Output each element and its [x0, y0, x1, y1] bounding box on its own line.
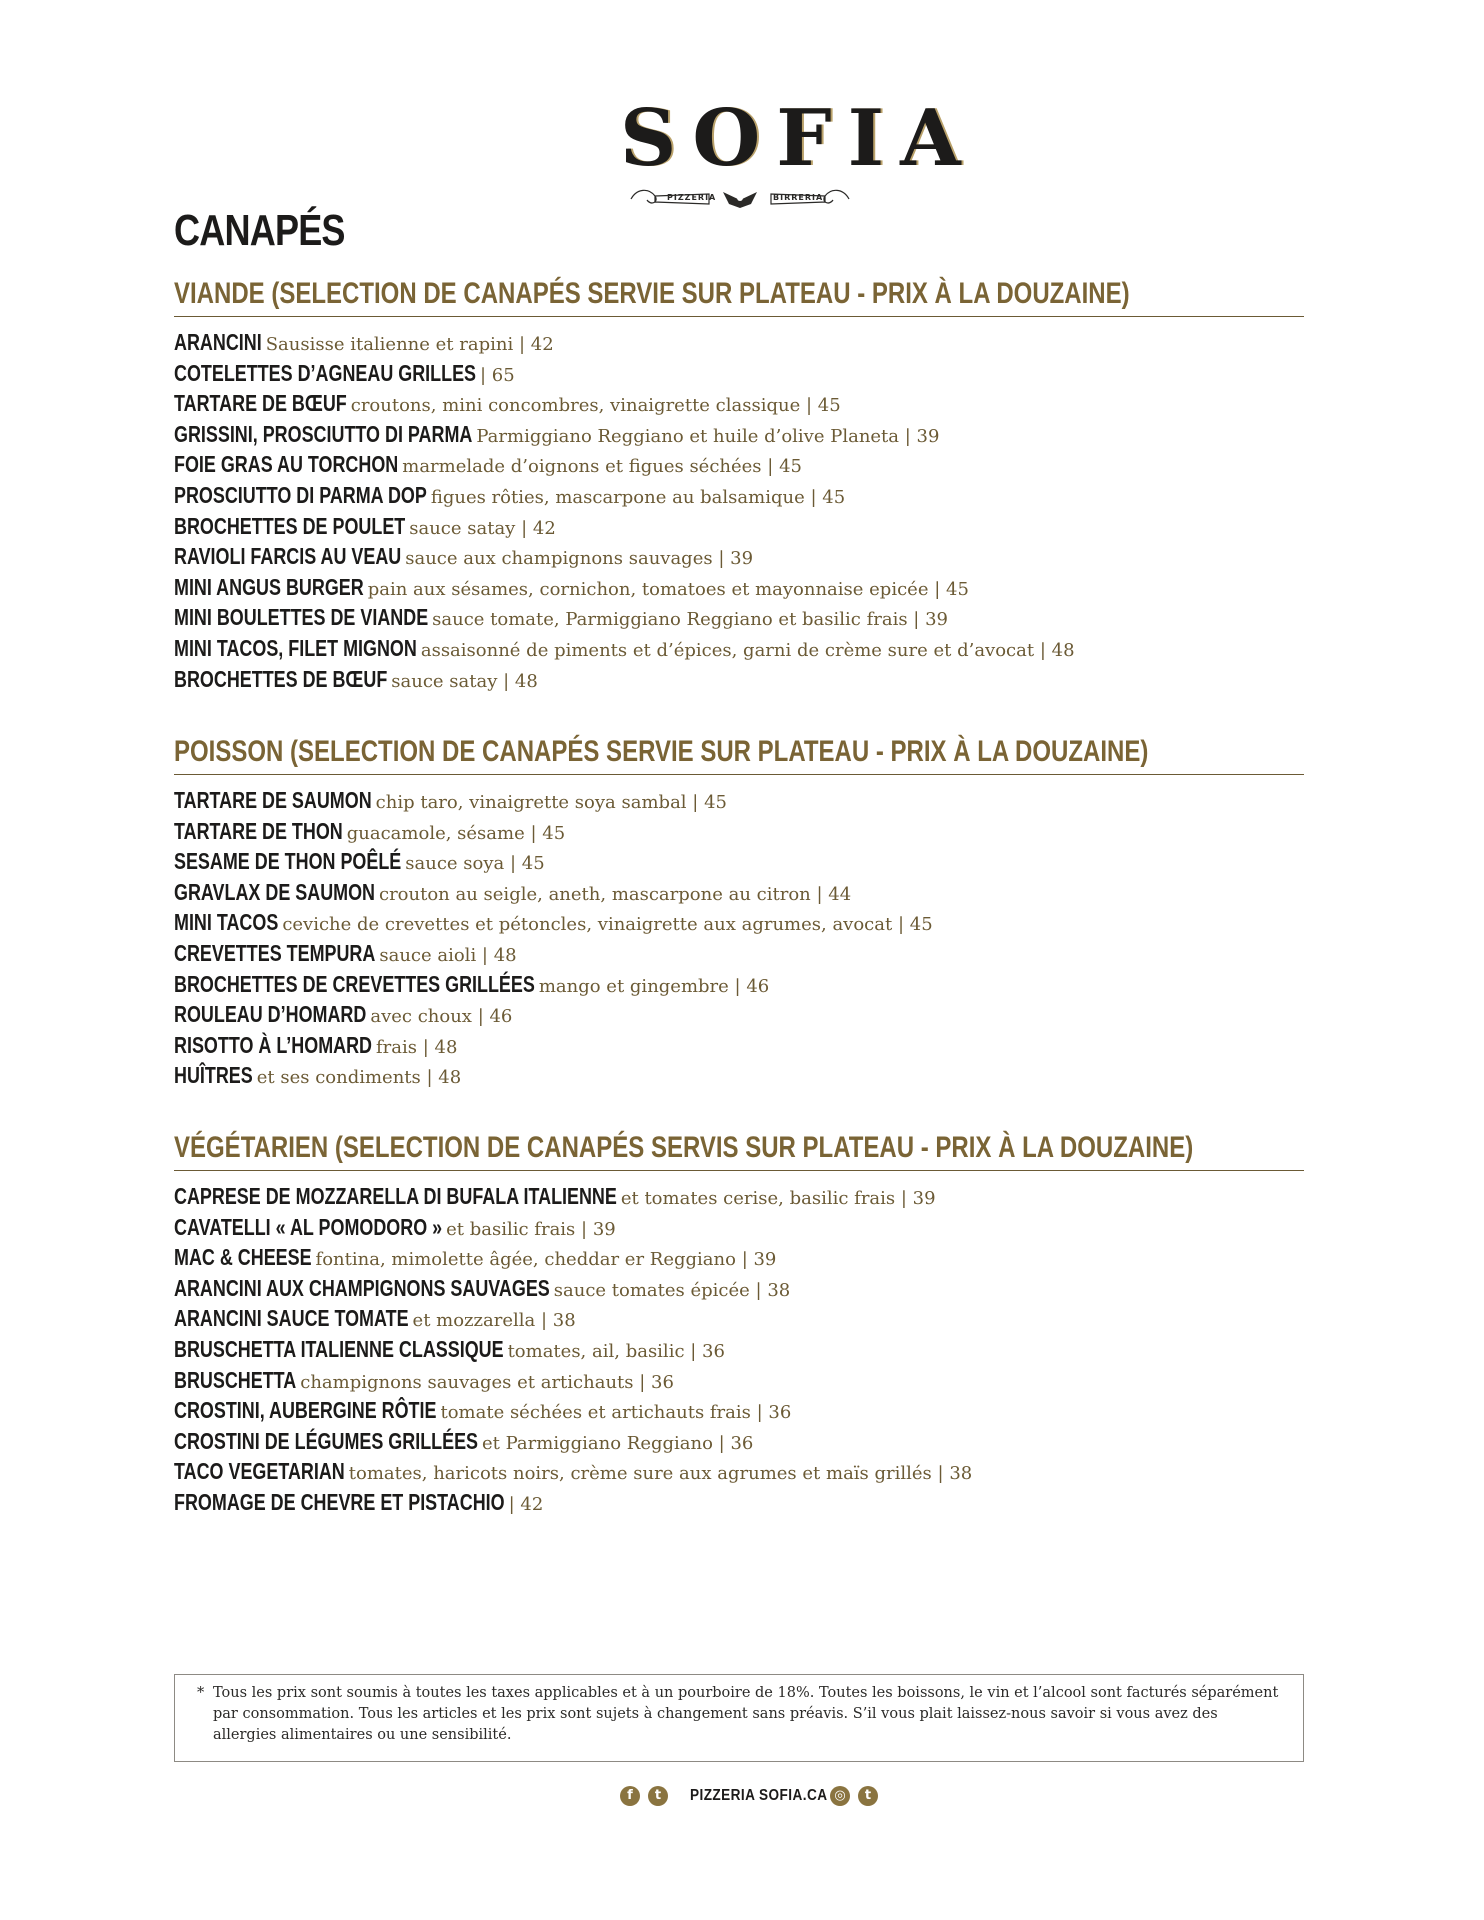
footer	[620, 1784, 880, 1810]
item-name: RISOTTO À L’HOMARD	[174, 1031, 373, 1058]
price-separator: |	[524, 822, 543, 844]
item-description: crouton au seigle, aneth, mascarpone au citron	[379, 883, 811, 905]
section-heading: VIANDE (SELECTION DE CANAPÉS SERVIE SUR PLATEAU - PRIX À LA DOUZAINE)	[174, 277, 1130, 310]
price-separator: |	[712, 548, 731, 570]
item-name: HUÎTRES	[174, 1062, 253, 1089]
item-price: 46	[746, 975, 770, 997]
item-price: 65	[491, 364, 515, 386]
item-name: ARANCINI SAUCE TOMATE	[174, 1305, 409, 1332]
price-separator: |	[417, 1036, 435, 1058]
section-divider	[174, 316, 1304, 317]
menu-item	[174, 1334, 1304, 1365]
section-viande	[174, 276, 1304, 694]
item-name: CREVETTES TEMPURA	[174, 939, 376, 966]
item-price: 45	[909, 914, 933, 936]
website-link[interactable]: PIZZERIA SOFIA.CA	[690, 1787, 828, 1804]
item-price: 46	[489, 1006, 513, 1028]
menu-item	[174, 327, 1304, 358]
item-description: sauce tomate, Parmiggiano Reggiano et basilic frais	[432, 609, 908, 631]
item-price: 39	[753, 1249, 777, 1271]
price-separator: |	[686, 792, 705, 813]
item-description: et ses condiments	[256, 1067, 421, 1089]
item-description: guacamole, sésame	[346, 822, 525, 844]
item-price: 39	[916, 425, 940, 447]
price-separator: |	[895, 1188, 913, 1209]
item-description: ceviche de crevettes et pétoncles, vinaigrette aux agrumes, avocat	[282, 914, 893, 936]
notes-text: Tous les prix sont soumis à toutes les taxes applicables et à un pourboire de 18%. Toutes les boissons, le vin et l’alcool sont facturés séparément par consommation. Tous les articles et les prix sont sujets à changement sans préavis. S’il vous plait laissez-nous savoir si vous avez des allergies alimentaires ou une sensibilité.	[213, 1685, 1279, 1743]
price-separator: |	[712, 1432, 731, 1454]
item-price: 36	[651, 1371, 674, 1393]
item-description: sauce aux champignons sauvages	[405, 548, 713, 570]
price-separator: |	[750, 1402, 769, 1424]
section-vegetarien	[174, 1130, 1304, 1518]
menu-item	[174, 1365, 1304, 1396]
item-description: et basilic frais	[446, 1218, 576, 1240]
price-separator: |	[480, 364, 492, 386]
item-description: figues rôties, mascarpone au balsamique	[430, 486, 805, 508]
item-description: tomates, haricots noirs, crème sure aux agrumes et maïs grillés	[348, 1463, 932, 1485]
item-description: marmelade d’oignons et figues séchées	[402, 456, 762, 478]
item-description: et Parmiggiano Reggiano	[482, 1432, 713, 1454]
menu-item	[174, 785, 1304, 816]
item-description: tomates, ail, basilic	[507, 1340, 685, 1362]
menu-item	[174, 1030, 1304, 1061]
menu-item	[174, 1395, 1304, 1426]
item-description: sauce satay	[409, 517, 516, 539]
item-description: sauce soya	[405, 853, 505, 875]
tumblr-icon[interactable]: t	[858, 1786, 878, 1806]
menu-item	[174, 816, 1304, 847]
menu-item	[174, 633, 1304, 664]
item-description: champignons sauvages et artichauts	[300, 1371, 634, 1393]
twitter-icon[interactable]: t	[648, 1786, 668, 1806]
item-price: 48	[438, 1067, 462, 1089]
price-separator: |	[749, 1279, 768, 1301]
price-separator: |	[810, 883, 829, 905]
section-heading: VÉGÉTARIEN (SELECTION DE CANAPÉS SERVIS SUR PLATEAU - PRIX À LA DOUZAINE)	[174, 1131, 1194, 1164]
item-name: ARANCINI	[174, 329, 262, 355]
item-description: chip taro, vinaigrette soya sambal	[375, 792, 687, 813]
menu-item	[174, 877, 1304, 908]
menu-item	[174, 999, 1304, 1030]
price-separator: |	[931, 1463, 950, 1485]
item-name: BROCHETTES DE POULET	[174, 512, 406, 539]
item-name: BRUSCHETTA	[174, 1366, 297, 1393]
price-separator: |	[633, 1371, 652, 1393]
facebook-icon[interactable]: f	[620, 1786, 640, 1806]
menu-item	[174, 358, 1304, 389]
item-name: ARANCINI AUX CHAMPIGNONS SAUVAGES	[174, 1274, 550, 1301]
item-description: pain aux sésames, cornichon, tomatoes et mayonnaise epicée	[367, 578, 929, 600]
section-heading: POISSON (SELECTION DE CANAPÉS SERVIE SUR PLATEAU - PRIX À LA DOUZAINE)	[174, 735, 1149, 768]
item-price: 42	[532, 517, 556, 539]
item-price: 45	[822, 486, 846, 508]
item-name: ROULEAU D’HOMARD	[174, 1001, 367, 1028]
item-price: 45	[521, 853, 545, 875]
item-list	[174, 785, 1304, 1091]
price-separator: |	[420, 1067, 439, 1089]
menu-item	[174, 1212, 1304, 1243]
item-description: assaisonné de piments et d’épices, garni de crème sure et d’avocat	[420, 639, 1035, 661]
item-name: MINI ANGUS BURGER	[174, 573, 364, 600]
item-price: 39	[925, 609, 948, 631]
section-poisson	[174, 734, 1304, 1091]
item-name: TARTARE DE SAUMON	[174, 787, 372, 813]
menu-item	[174, 419, 1304, 450]
item-description: fontina, mimolette âgée, cheddar er Reggiano	[315, 1249, 736, 1271]
item-name: CROSTINI, AUBERGINE RÔTIE	[174, 1397, 437, 1424]
price-separator: |	[684, 1340, 703, 1362]
item-description: frais	[376, 1036, 417, 1058]
item-price: 38	[552, 1310, 576, 1332]
item-name: BROCHETTES DE CREVETTES GRILLÉES	[174, 970, 535, 997]
item-name: CAPRESE DE MOZZARELLA DI BUFALA ITALIENNE	[174, 1183, 617, 1209]
item-price: 38	[949, 1463, 973, 1485]
item-name: PROSCIUTTO DI PARMA DOP	[174, 481, 427, 508]
item-description: et tomates cerise, basilic frais	[620, 1188, 896, 1209]
notes-box	[174, 1674, 1304, 1762]
item-price: 45	[704, 792, 727, 813]
item-description: avec choux	[370, 1006, 472, 1028]
item-name: RAVIOLI FARCIS AU VEAU	[174, 543, 402, 570]
item-list	[174, 327, 1304, 694]
item-name: MINI TACOS, FILET MIGNON	[174, 634, 417, 661]
price-separator: |	[575, 1218, 593, 1240]
menu-item	[174, 938, 1304, 969]
item-name: CAVATELLI « AL POMODORO »	[174, 1213, 443, 1240]
menu-item	[174, 1060, 1304, 1091]
item-price: 39	[912, 1188, 936, 1209]
menu-item	[174, 1456, 1304, 1487]
item-price: 48	[514, 670, 538, 692]
item-price: 44	[828, 883, 852, 905]
logo-wordmark: SOFIA	[620, 93, 977, 184]
price-separator: |	[513, 334, 531, 355]
price-separator: |	[892, 914, 910, 936]
menu-item	[174, 511, 1304, 542]
menu-item	[174, 907, 1304, 938]
item-name: MINI BOULETTES DE VIANDE	[174, 604, 429, 631]
item-name: TACO VEGETARIAN	[174, 1458, 345, 1485]
item-price: 42	[530, 334, 554, 355]
menu-item	[174, 1426, 1304, 1457]
menu-item	[174, 1273, 1304, 1304]
item-list	[174, 1181, 1304, 1518]
item-name: MINI TACOS	[174, 909, 279, 936]
price-separator: |	[928, 578, 946, 600]
menu-item	[174, 602, 1304, 633]
logo-banner-right: BIRRERIA	[773, 193, 824, 202]
item-name: TARTARE DE BŒUF	[174, 390, 347, 417]
menu-item	[174, 1242, 1304, 1273]
menu-item	[174, 541, 1304, 572]
item-price: 45	[946, 578, 969, 600]
item-price: 38	[767, 1279, 791, 1301]
item-name: BROCHETTES DE BŒUF	[174, 665, 388, 692]
item-name: SESAME DE THON POÊLÉ	[174, 848, 402, 875]
item-description: et mozzarella	[412, 1310, 536, 1332]
item-description: croutons, mini concombres, vinaigrette classique	[350, 395, 801, 417]
menu-item	[174, 480, 1304, 511]
item-price: 45	[817, 395, 841, 417]
item-name: MAC & CHEESE	[174, 1244, 312, 1271]
item-name: CROSTINI DE LÉGUMES GRILLÉES	[174, 1427, 479, 1454]
price-separator: |	[1034, 639, 1052, 661]
item-description: mango et gingembre	[538, 975, 729, 997]
item-price: 45	[542, 822, 566, 844]
menu-item	[174, 572, 1304, 603]
price-separator: |	[497, 670, 515, 692]
item-name: GRISSINI, PROSCIUTTO DI PARMA	[174, 420, 473, 447]
item-description: Parmiggiano Reggiano et huile d’olive Planeta	[476, 425, 900, 447]
price-separator: |	[899, 425, 917, 447]
item-name: FROMAGE DE CHEVRE ET PISTACHIO	[174, 1488, 505, 1515]
item-price: 48	[1051, 639, 1075, 661]
menu-item	[174, 664, 1304, 695]
item-description: sauce tomates épicée	[553, 1279, 750, 1301]
section-divider	[174, 1170, 1304, 1171]
price-separator: |	[476, 944, 494, 966]
price-separator: |	[504, 853, 522, 875]
item-price: 48	[493, 944, 517, 966]
menu-item	[174, 1181, 1304, 1212]
item-description: sauce aioli	[379, 944, 477, 966]
price-separator: |	[907, 609, 926, 631]
price-separator: |	[761, 456, 780, 478]
item-price: 36	[768, 1402, 792, 1424]
price-separator: |	[515, 517, 533, 539]
item-name: TARTARE DE THON	[174, 817, 343, 844]
price-separator: |	[508, 1493, 521, 1515]
item-name: GRAVLAX DE SAUMON	[174, 878, 376, 905]
item-price: 36	[730, 1432, 754, 1454]
item-price: 42	[520, 1493, 544, 1515]
menu-item	[174, 969, 1304, 1000]
item-name: COTELETTES D’AGNEAU GRILLES	[174, 359, 477, 386]
item-description: Sausisse italienne et rapini	[265, 334, 514, 355]
price-separator: |	[735, 1249, 754, 1271]
item-name: FOIE GRAS AU TORCHON	[174, 451, 399, 478]
section-divider	[174, 774, 1304, 775]
menu-item	[174, 449, 1304, 480]
item-price: 39	[592, 1218, 616, 1240]
item-name: BRUSCHETTA ITALIENNE CLASSIQUE	[174, 1335, 504, 1362]
page-title: CANAPÉS	[174, 206, 345, 255]
menu-item	[174, 846, 1304, 877]
notes-marker: *	[197, 1685, 205, 1701]
menu-item	[174, 1487, 1304, 1518]
price-separator: |	[471, 1006, 490, 1028]
instagram-icon[interactable]: ◎	[830, 1786, 850, 1806]
sofia-logo	[620, 93, 977, 218]
logo-banner-left: PIZZERIA	[667, 193, 717, 202]
menu-item	[174, 1303, 1304, 1334]
item-description: sauce satay	[391, 670, 498, 692]
item-price: 45	[779, 456, 802, 478]
item-price: 36	[702, 1340, 725, 1362]
item-description: tomate séchées et artichauts frais	[440, 1402, 751, 1424]
item-price: 39	[730, 548, 754, 570]
menu-item	[174, 388, 1304, 419]
price-separator: |	[728, 975, 747, 997]
logo-banner	[625, 186, 855, 212]
price-separator: |	[800, 395, 818, 417]
item-price: 48	[434, 1036, 458, 1058]
price-separator: |	[804, 486, 823, 508]
price-separator: |	[535, 1310, 553, 1332]
